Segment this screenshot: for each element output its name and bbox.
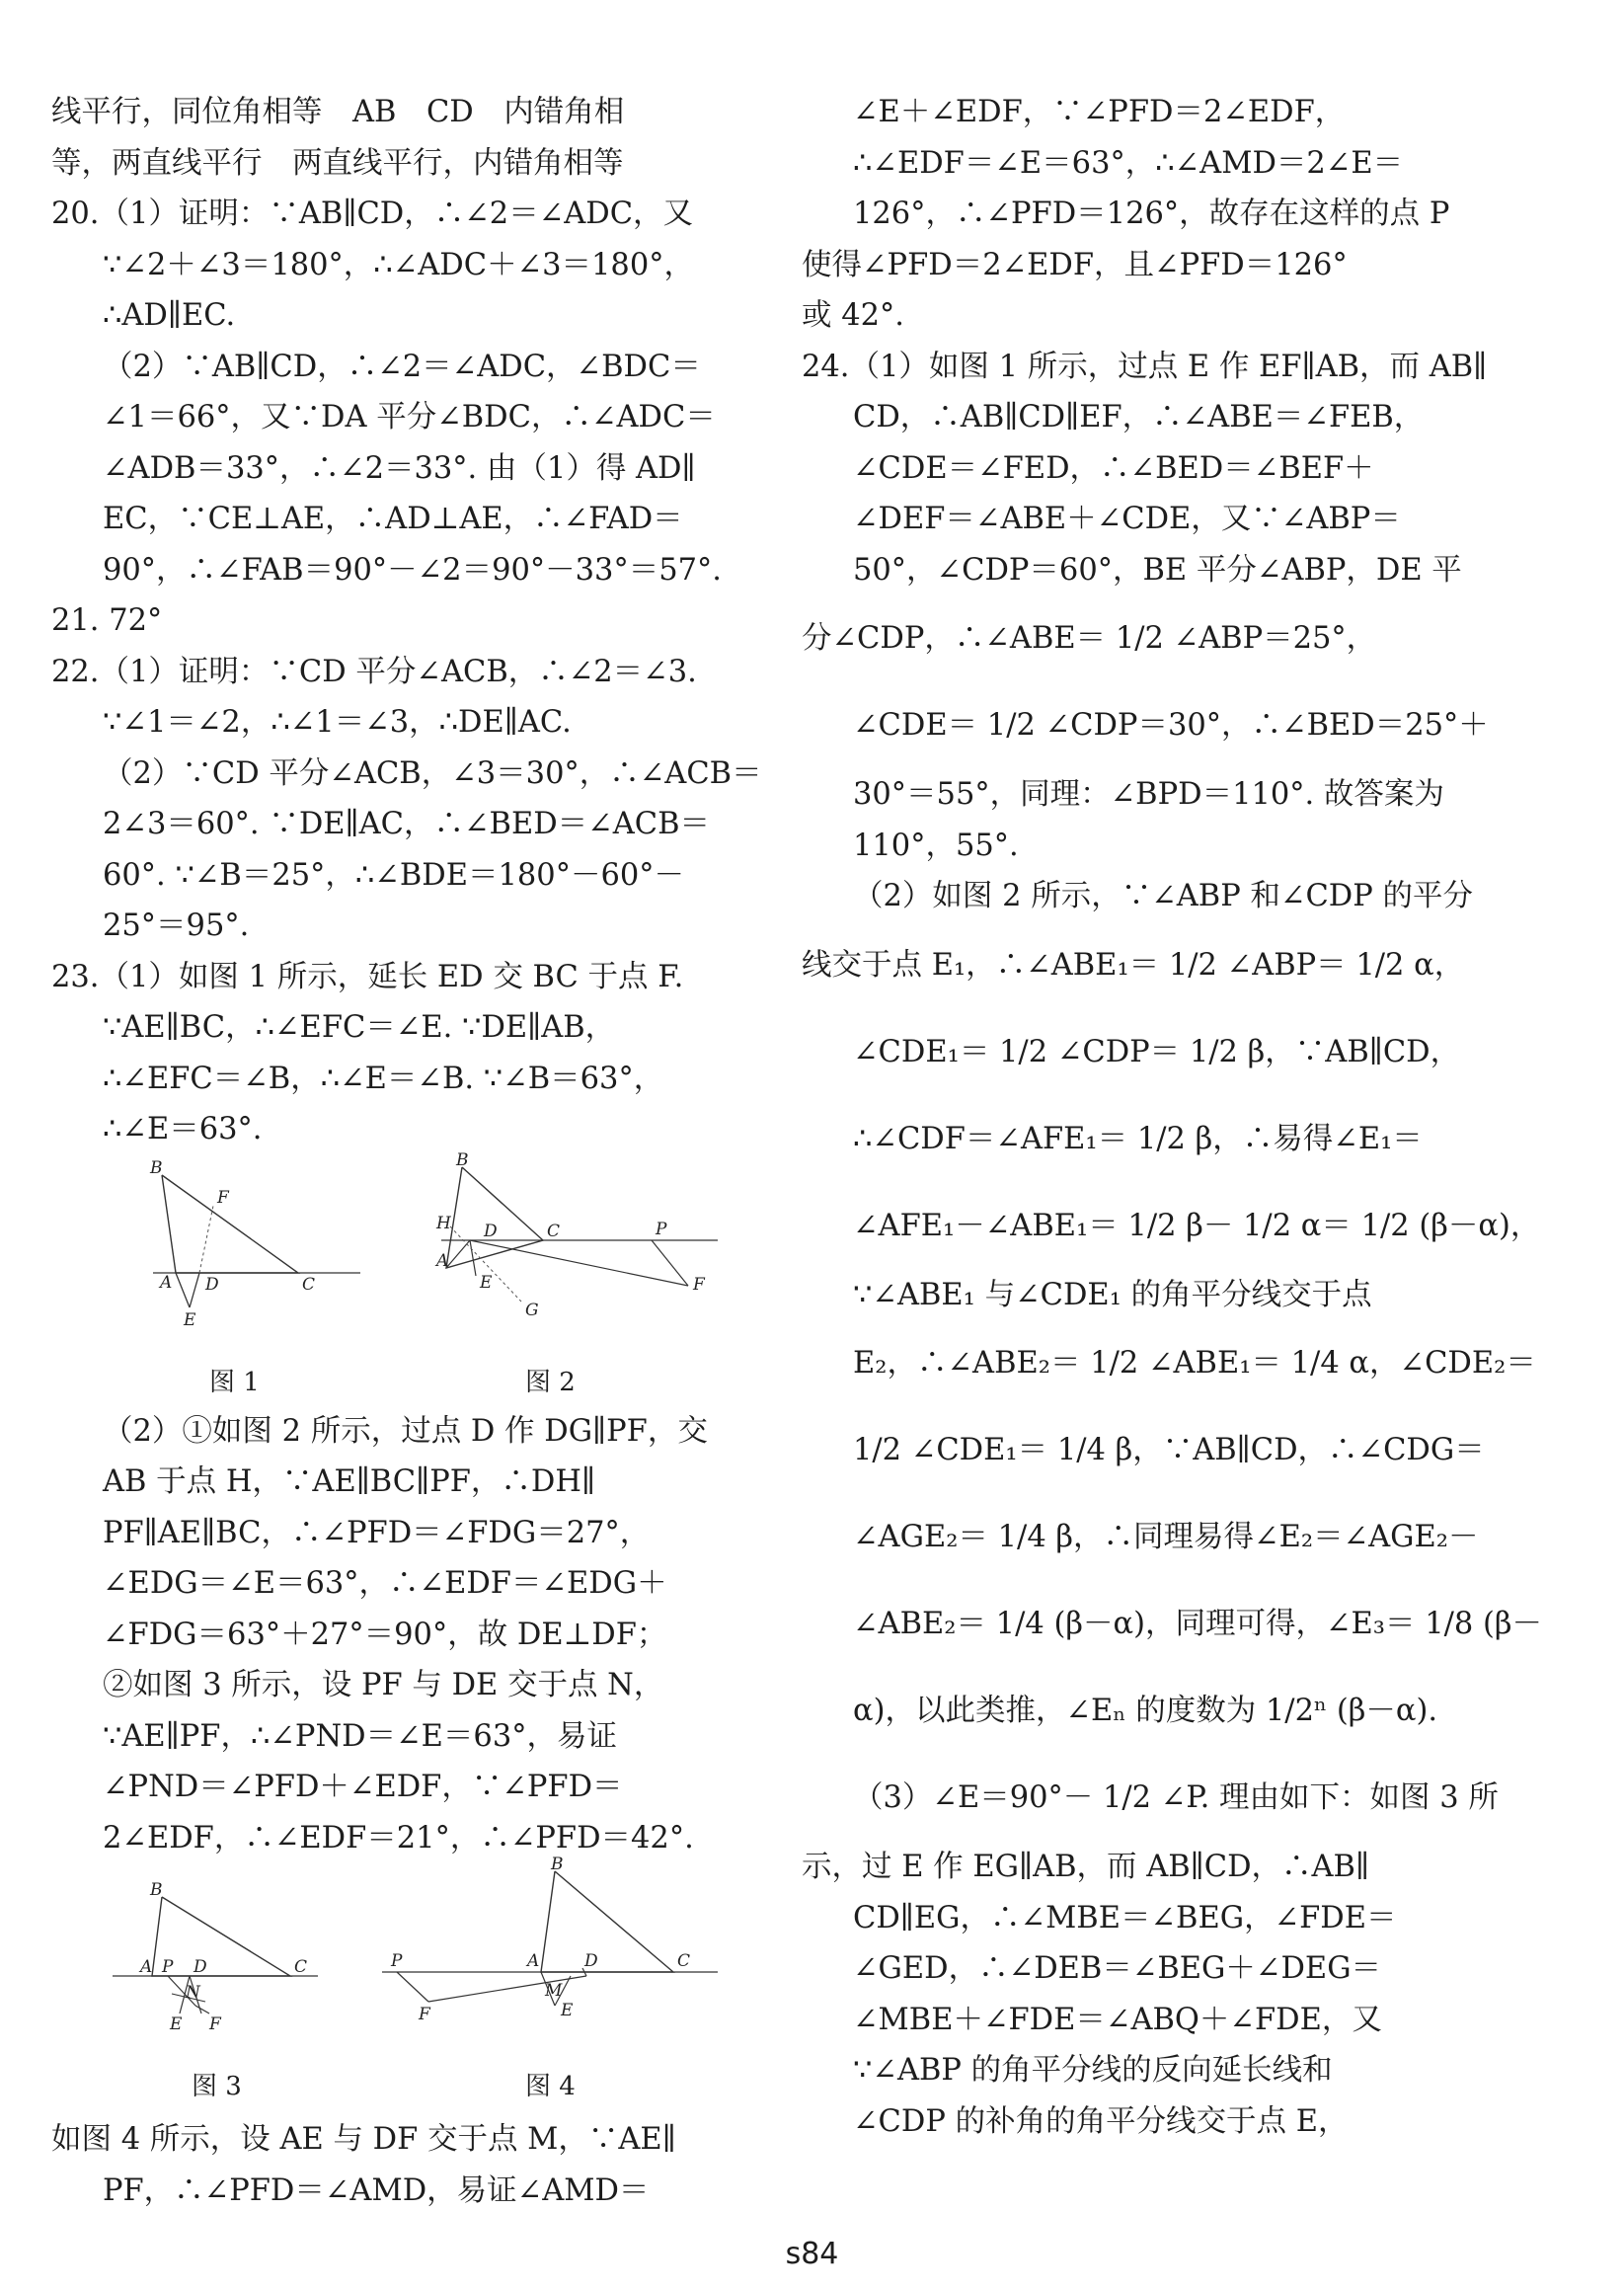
text-line: ②如图 3 所示，设 PF 与 DE 交于点 N， <box>103 1668 664 1702</box>
text-line: 21. 72° <box>51 603 163 638</box>
fig1-label-B: B <box>150 1157 163 1178</box>
fig3-label-B: B <box>150 1880 163 1900</box>
text-line: 示，过 E 作 EG∥AB，而 AB∥CD，∴AB∥ <box>802 1850 1370 1884</box>
fig3-label-N: N <box>186 1983 200 2003</box>
text-line: PF，∴∠PFD＝∠AMD，易证∠AMD＝ <box>103 2172 650 2208</box>
text-line: 1/2 ∠CDE₁＝ 1/4 β，∵AB∥CD，∴∠CDG＝ <box>853 1433 1485 1467</box>
fig1-label-F: F <box>217 1187 229 1208</box>
text-line: ∠ADB＝33°，∴∠2＝33°. 由（1）得 AD∥ <box>103 450 696 486</box>
text-line: ∴AD∥EC. <box>103 298 236 333</box>
text-line: E₂，∴∠ABE₂＝ 1/2 ∠ABE₁＝ 1/4 α，∠CDE₂＝ <box>853 1346 1536 1381</box>
fig2-label-H: H <box>436 1213 451 1233</box>
text-line: ∴∠CDF＝∠AFE₁＝ 1/2 β，∴易得∠E₁＝ <box>853 1121 1423 1156</box>
fig2-label-E: E <box>480 1272 493 1293</box>
text-line: ∠CDE＝ 1/2 ∠CDP＝30°，∴∠BED＝25°＋ <box>853 708 1489 743</box>
text-line: ∠CDE₁＝ 1/2 ∠CDP＝ 1/2 β，∵AB∥CD， <box>853 1034 1461 1069</box>
figure-3 <box>111 1867 323 2065</box>
text-line: 2∠3＝60°. ∵DE∥AC，∴∠BED＝∠ACB＝ <box>103 807 711 841</box>
left-text-block-3 <box>51 2114 723 2216</box>
text-line: ∠CDE＝∠FED，∴∠BED＝∠BEF＋ <box>853 450 1374 486</box>
text-line: ∵AE∥BC，∴∠EFC＝∠E. ∵DE∥AB， <box>103 1010 616 1045</box>
text-line: ∠CDP 的补角的角平分线交于点 E， <box>853 2103 1349 2139</box>
text-line: 如图 4 所示，设 AE 与 DF 交于点 M，∵AE∥ <box>51 2122 676 2157</box>
text-line: ∠AFE₁－∠ABE₁＝ 1/2 β－ 1/2 α＝ 1/2 (β－α)， <box>853 1208 1541 1243</box>
text-line: EC，∵CE⊥AE，∴AD⊥AE，∴∠FAD＝ <box>103 502 683 536</box>
text-line: 线交于点 E₁，∴∠ABE₁＝ 1/2 ∠ABP＝ 1/2 α， <box>802 947 1465 983</box>
text-line: 24.（1）如图 1 所示，过点 E 作 EF∥AB，而 AB∥ <box>802 349 1488 384</box>
figure-row-2 <box>51 1855 723 2112</box>
text-line: ∠FDG＝63°＋27°＝90°，故 DE⊥DF； <box>103 1617 667 1652</box>
text-line: （3）∠E＝90°－ 1/2 ∠P. 理由如下：如图 3 所 <box>853 1780 1499 1815</box>
fig4-label-M: M <box>545 1981 563 2001</box>
fig4-label-C: C <box>677 1951 691 1971</box>
text-line: 23.（1）如图 1 所示，延长 ED 交 BC 于点 F. <box>51 959 684 994</box>
text-line: 90°，∴∠FAB＝90°－∠2＝90°－33°＝57°. <box>103 552 722 588</box>
figure-4-caption: 图 4 <box>525 2072 576 2101</box>
text-line: 50°，∠CDP＝60°，BE 平分∠ABP，DE 平 <box>853 552 1462 588</box>
figure-row-1 <box>51 1149 723 1404</box>
text-line: 分∠CDP，∴∠ABE＝ 1/2 ∠ABP＝25°， <box>802 621 1377 656</box>
figure-1 <box>148 1159 365 1362</box>
fig4-label-D: D <box>584 1951 598 1971</box>
fig2-label-A: A <box>436 1250 449 1271</box>
text-line: CD∥EG，∴∠MBE＝∠BEG，∠FDE＝ <box>853 1900 1397 1935</box>
text-line: 线平行，同位角相等 AB CD 内错角相 <box>51 95 625 129</box>
text-line: CD，∴AB∥CD∥EF，∴∠ABE＝∠FEB， <box>853 400 1425 434</box>
fig2-label-G: G <box>525 1300 539 1320</box>
text-line: ∵∠ABE₁ 与∠CDE₁ 的角平分线交于点 <box>853 1277 1372 1312</box>
text-line: ∵∠1＝∠2，∴∠1＝∠3，∴DE∥AC. <box>103 705 572 740</box>
fig4-label-E: E <box>561 2001 574 2020</box>
text-line: ∠AGE₂＝ 1/4 β，∴同理易得∠E₂＝∠AGE₂－ <box>853 1520 1479 1554</box>
text-line: （2）∵CD 平分∠ACB，∠3＝30°，∴∠ACB＝ <box>103 755 762 791</box>
fig1-label-D: D <box>205 1274 219 1295</box>
text-line: 126°，∴∠PFD＝126°，故存在这样的点 P <box>853 197 1450 231</box>
text-line: ∴∠EDF＝∠E＝63°，∴∠AMD＝2∠E＝ <box>853 145 1404 181</box>
fig3-label-A: A <box>140 1957 153 1977</box>
text-line: ∠GED，∴∠DEB＝∠BEG＋∠DEG＝ <box>853 1951 1382 1986</box>
fig2-label-P: P <box>656 1219 667 1239</box>
fig4-label-P: P <box>391 1951 403 1971</box>
fig2-label-B: B <box>456 1149 469 1170</box>
figure-2-caption: 图 2 <box>525 1367 576 1397</box>
fig3-label-E: E <box>170 2014 183 2034</box>
page-number: s84 <box>785 2237 839 2271</box>
text-line: α)，以此类推，∠Eₙ 的度数为 1/2ⁿ (β－α). <box>853 1694 1438 1728</box>
text-line: 使得∠PFD＝2∠EDF，且∠PFD＝126° <box>802 247 1348 282</box>
fig4-label-F: F <box>419 2005 430 2024</box>
text-line: ∠EDG＝∠E＝63°，∴∠EDF＝∠EDG＋ <box>103 1566 667 1601</box>
text-line: 60°. ∵∠B＝25°，∴∠BDE＝180°－60°－ <box>103 857 685 893</box>
text-line: 110°，55°. <box>853 828 1019 863</box>
left-column <box>51 87 762 2216</box>
text-line: 2∠EDF，∴∠EDF＝21°，∴∠PFD＝42°. <box>103 1820 694 1856</box>
left-text-block-2 <box>51 1406 723 1864</box>
text-line: PF∥AE∥BC，∴∠PFD＝∠FDG＝27°， <box>103 1515 651 1550</box>
fig3-label-C: C <box>294 1957 308 1977</box>
text-line: ∵∠ABP 的角平分线的反向延长线和 <box>853 2053 1333 2088</box>
figure-4 <box>377 1855 723 2065</box>
text-line: ∵∠2＋∠3＝180°，∴∠ADC＋∠3＝180°， <box>103 247 694 282</box>
fig4-label-B: B <box>551 1855 564 1874</box>
fig2-label-C: C <box>547 1221 561 1241</box>
text-line: 22.（1）证明：∵CD 平分∠ACB，∴∠2＝∠3. <box>51 654 697 689</box>
text-line: （2）如图 2 所示，∵∠ABP 和∠CDP 的平分 <box>853 879 1473 913</box>
text-line: （2）①如图 2 所示，过点 D 作 DG∥PF，交 <box>103 1413 708 1449</box>
fig1-label-A: A <box>160 1272 173 1293</box>
fig3-label-F: F <box>209 2014 221 2034</box>
text-line: 25°＝95°. <box>103 908 250 943</box>
text-line: ∠PND＝∠PFD＋∠EDF，∵∠PFD＝ <box>103 1770 623 1804</box>
figure-2 <box>436 1149 723 1362</box>
right-column <box>802 87 1543 2147</box>
fig2-label-D: D <box>484 1221 498 1241</box>
text-line: 等，两直线平行 两直线平行，内错角相等 <box>51 145 624 181</box>
text-line: ∠MBE＋∠FDE＝∠ABQ＋∠FDE，又 <box>853 2002 1382 2037</box>
fig1-label-E: E <box>184 1309 196 1330</box>
fig3-label-D: D <box>193 1957 207 1977</box>
figure-1-caption: 图 1 <box>209 1367 260 1397</box>
fig4-label-A: A <box>527 1951 540 1971</box>
text-line: ∠1＝66°，又∵DA 平分∠BDC，∴∠ADC＝ <box>103 400 716 434</box>
fig3-label-P: P <box>162 1957 174 1977</box>
text-line: （2）∵AB∥CD，∴∠2＝∠ADC，∠BDC＝ <box>103 349 701 384</box>
text-line: ∠ABE₂＝ 1/4 (β－α)，同理可得，∠E₃＝ 1/8 (β－ <box>853 1607 1543 1641</box>
fig2-label-F: F <box>693 1274 705 1295</box>
fig1-label-C: C <box>302 1274 316 1295</box>
text-line: ∴∠E＝63°. <box>103 1112 263 1146</box>
text-line: 30°＝55°，同理：∠BPD＝110°. 故答案为 <box>853 777 1444 812</box>
text-line: AB 于点 H，∵AE∥BC∥PF，∴DH∥ <box>103 1464 596 1499</box>
text-line: 20.（1）证明：∵AB∥CD，∴∠2＝∠ADC，又 <box>51 197 694 231</box>
text-line: ∵AE∥PF，∴∠PND＝∠E＝63°，易证 <box>103 1718 617 1754</box>
left-text-block-1 <box>51 87 762 1155</box>
text-line: ∠DEF＝∠ABE＋∠CDE，又∵∠ABP＝ <box>853 502 1401 536</box>
text-line: ∠E＋∠EDF，∵∠PFD＝2∠EDF， <box>853 95 1346 129</box>
text-line: ∴∠EFC＝∠B，∴∠E＝∠B. ∵∠B＝63°， <box>103 1061 664 1096</box>
figure-3-caption: 图 3 <box>192 2072 242 2101</box>
text-line: 或 42°. <box>802 298 904 333</box>
